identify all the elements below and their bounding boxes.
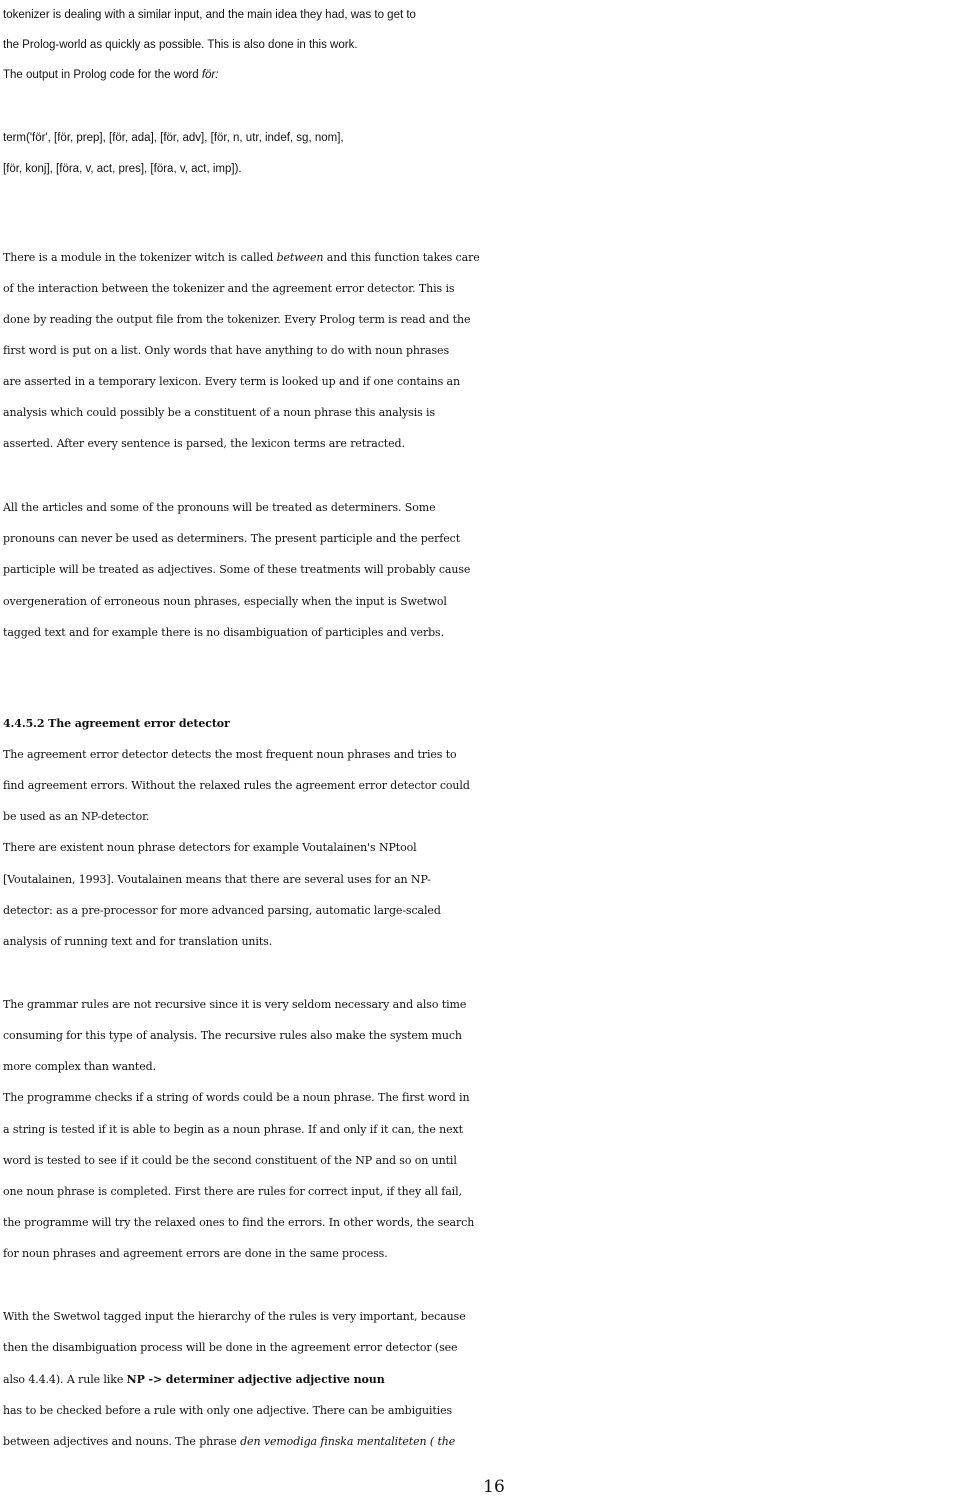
determiners-paragraph-line-1: All the articles and some of the pronouns will be treated as determiners. Some [3,501,436,514]
section-line-7: analysis of running text and for translation units. [3,935,273,948]
grammar-paragraph-line-8: the programme will try the relaxed ones to find the errors. In other words, the search [3,1216,475,1229]
grammar-paragraph-line-6: word is tested to see if it could be the second constituent of the NP and so on until [3,1154,457,1167]
swetwol-paragraph-line-2: then the disambiguation process will be done in the agreement error detector (see [3,1341,458,1354]
section-line-2: find agreement errors. Without the relaxed rules the agreement error detector could [3,779,470,792]
swetwol-paragraph-line-5 [3,1427,960,1457]
prolog-output-line-1: term('för', [för, prep], [för, ada], [för, adv], [för, n, utr, indef, sg, nom], [3,132,344,144]
between-paragraph-line-6: analysis which could possibly be a constituent of a noun phrase this analysis is [3,406,436,419]
swetwol-paragraph-line-3 [3,1365,960,1395]
between-paragraph-line-3: done by reading the output file from the tokenizer. Every Prolog term is read and the [3,313,471,326]
between-line-1-text: There is a module in the tokenizer witch is called [3,251,277,264]
swetwol-line-5-text: between adjectives and nouns. The phrase [3,1435,241,1448]
between-line-1-suffix: and this function takes care [323,251,480,264]
between-paragraph-line-2: of the interaction between the tokenizer and the agreement error detector. This is [3,282,455,295]
between-paragraph-line-7: asserted. After every sentence is parsed, the lexicon terms are retracted. [3,437,405,450]
swetwol-paragraph-line-1: With the Swetwol tagged input the hierarchy of the rules is very important, because [3,1310,466,1323]
page-number: 16 [483,1477,505,1497]
section-heading: 4.4.5.2 The agreement error detector [3,717,230,730]
intro-line-3 [3,60,960,90]
grammar-paragraph-line-9: for noun phrases and agreement errors are done in the same process. [3,1247,388,1260]
between-module-name: between [276,251,324,264]
determiners-paragraph-line-5: tagged text and for example there is no disambiguation of participles and verbs. [3,626,445,639]
section-line-4: There are existent noun phrase detectors for example Voutalainen's NPtool [3,841,417,854]
determiners-paragraph-line-2: pronouns can never be used as determiners. The present participle and the perfect [3,532,461,545]
intro-line-2: the Prolog-world as quickly as possible. This is also done in this work. [3,39,358,51]
between-paragraph-line-1 [3,243,960,273]
between-paragraph-line-5: are asserted in a temporary lexicon. Every term is looked up and if one contains an [3,375,460,388]
prolog-output-line-2: [för, konj], [föra, v, act, pres], [föra, v, act, imp]). [3,163,242,175]
grammar-paragraph-line-4: The programme checks if a string of words could be a noun phrase. The first word in [3,1091,470,1104]
swetwol-paragraph-line-4: has to be checked before a rule with only one adjective. There can be ambiguities [3,1404,453,1417]
np-rule: NP -> determiner adjective adjective noun [126,1373,385,1386]
determiners-paragraph-line-4: overgeneration of erroneous noun phrases, especially when the input is Swetwol [3,595,447,608]
example-phrase: den vemodiga finska mentaliteten ( the [240,1435,456,1448]
section-line-3: be used as an NP-detector. [3,810,150,823]
grammar-paragraph-line-7: one noun phrase is completed. First there are rules for correct input, if they all fail, [3,1185,462,1198]
grammar-paragraph-line-5: a string is tested if it is able to begin as a noun phrase. If and only if it can, the next [3,1123,463,1136]
section-line-5: [Voutalainen, 1993]. Voutalainen means that there are several uses for an NP- [3,873,431,886]
grammar-paragraph-line-1: The grammar rules are not recursive since it is very seldom necessary and also time [3,998,467,1011]
section-line-1: The agreement error detector detects the most frequent noun phrases and tries to [3,748,457,761]
intro-line-3-text: The output in Prolog code for the word [3,69,202,81]
grammar-paragraph-line-3: more complex than wanted. [3,1060,156,1073]
section-line-6: detector: as a pre-processor for more advanced parsing, automatic large-scaled [3,904,441,917]
intro-word-for: för: [201,69,219,81]
swetwol-line-3-text: also 4.4.4). A rule like [3,1373,127,1386]
intro-line-1: tokenizer is dealing with a similar input, and the main idea they had, was to get to [3,9,416,21]
grammar-paragraph-line-2: consuming for this type of analysis. The recursive rules also make the system much [3,1029,462,1042]
between-paragraph-line-4: first word is put on a list. Only words that have anything to do with noun phrases [3,344,450,357]
determiners-paragraph-line-3: participle will be treated as adjectives. Some of these treatments will probably cause [3,563,471,576]
